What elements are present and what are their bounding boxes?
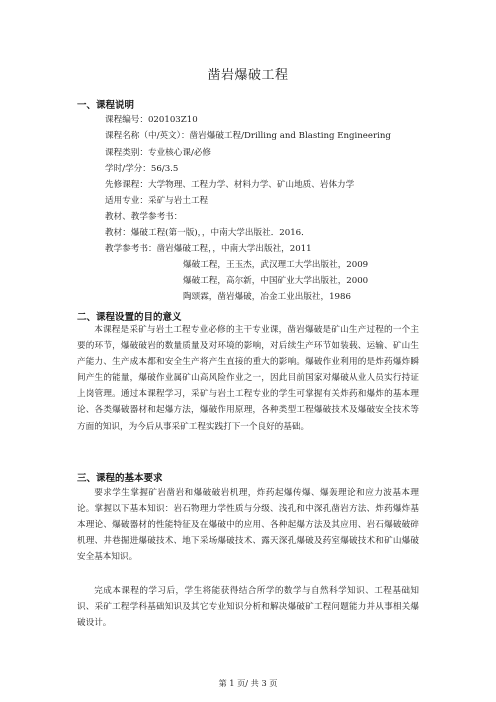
reference-book-2: 爆破工程，王玉杰，武汉理工大学出版社，2009 bbox=[183, 260, 369, 270]
prerequisite-courses: 先修课程：大学物理、工程力学、材料力学、矿山地质、岩体力学 bbox=[105, 180, 355, 190]
section-heading-purpose: 二、课程设置的目的意义 bbox=[77, 312, 182, 323]
course-hours-credits: 学时/学分：56/3.5 bbox=[105, 164, 179, 174]
course-code: 课程编号：020103Z10 bbox=[105, 115, 198, 125]
applicable-major: 适用专业：采矿与岩土工程 bbox=[105, 196, 209, 206]
requirements-paragraph-2: 完成本课程的学习后，学生将能获得结合所学的数学与自然科学知识、工程基础知识、采矿工程学科基础知识及其它专业知识分析和解决爆破矿工程问题能力并从事相关爆破设计。 bbox=[77, 586, 419, 629]
section-heading-requirements: 三、课程的基本要求 bbox=[77, 473, 163, 484]
reference-book-3: 爆破工程，高尔新，中国矿业大学出版社，2000 bbox=[183, 276, 369, 286]
requirements-paragraph-1: 要求学生掌握矿岩凿岩和爆破破岩机理，炸药起爆传爆、爆轰理论和应力波基本理论。掌握以下基本知识：岩石物理力学性质与分级、浅孔和中深孔凿岩方法、炸药爆炸基本理论、爆破器材的性能特征及在爆破中的应用、各种起爆方法及其应用、岩石爆破破碎机理、井巷掘进爆破技术、地下采场爆破技术、露天深孔爆破及药室爆破技术和矿山爆破安全基本知识。 bbox=[77, 488, 419, 563]
textbook-entry: 教材：爆破工程(第一版)，，中南大学出版社．2016． bbox=[105, 228, 310, 238]
textbooks-heading: 教材、教学参考书： bbox=[105, 212, 183, 222]
purpose-paragraph: 本课程是采矿与岩土工程专业必修的主干专业课，凿岩爆破是矿山生产过程的一个主要的环节，爆破破岩的数量质量及对环境的影响，对后续生产环节如装载、运输、矿山生产能力、生产成本都和安全生产将产生直接的重大的影响。爆破作业利用的是炸药爆炸瞬间产生的能量，爆破作业属矿山高风险作业之一，因此目前国家对爆破从业人员实行持证上岗管理。通过本课程学习，采矿与岩土工程专业的学生可掌握有关炸药和爆炸的基本理论、各类爆破器材和起爆方法，爆破作用原理，各种类型工程爆破技术及爆破安全技术等方面的知识，为今后从事采矿工程实践打下一个良好的基础。 bbox=[77, 325, 419, 432]
reference-book-1: 教学参考书：凿岩爆破工程，，中南大学出版社，2011 bbox=[105, 244, 312, 254]
document-title: 凿岩爆破工程 bbox=[207, 68, 289, 83]
page-footer: 第 1 页/ 共 3 页 bbox=[218, 678, 278, 688]
course-category: 课程类别：专业核心课/必修 bbox=[105, 148, 212, 158]
section-heading-course-info: 一、课程说明 bbox=[77, 100, 135, 111]
course-name: 课程名称（中/英文）：凿岩爆破工程/Drilling and Blasting Engineering bbox=[105, 131, 391, 141]
reference-book-4: 陶颂霖，凿岩爆破，冶金工业出版社，1986 bbox=[183, 292, 351, 302]
